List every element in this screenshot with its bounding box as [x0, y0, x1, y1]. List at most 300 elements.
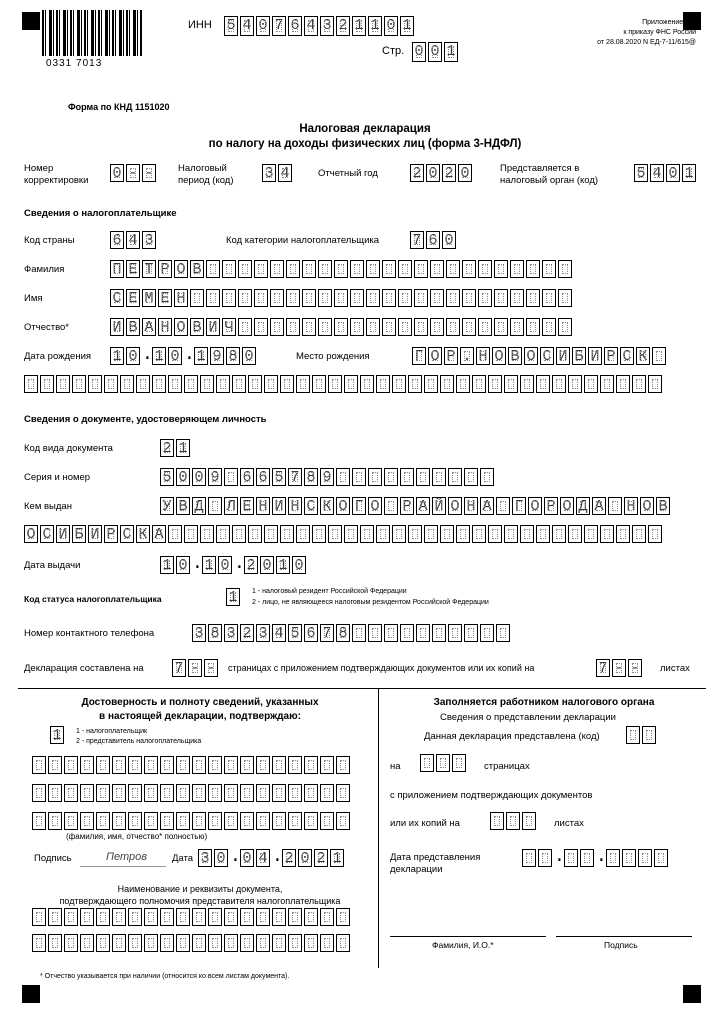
- form-cell[interactable]: [112, 934, 126, 952]
- form-cell[interactable]: [478, 289, 492, 307]
- form-cell[interactable]: 5: [160, 468, 174, 486]
- form-cell[interactable]: 2: [160, 439, 174, 457]
- form-cell[interactable]: 1: [400, 16, 414, 36]
- form-cell[interactable]: [496, 497, 510, 515]
- form-cell[interactable]: [648, 375, 662, 393]
- form-cell[interactable]: [128, 812, 142, 830]
- form-cell[interactable]: К: [636, 347, 650, 365]
- form-cell[interactable]: [432, 468, 446, 486]
- form-cell[interactable]: [240, 934, 254, 952]
- form-cell[interactable]: [304, 812, 318, 830]
- form-cell[interactable]: [558, 260, 572, 278]
- form-cell[interactable]: [344, 375, 358, 393]
- form-cell[interactable]: [440, 375, 454, 393]
- issued-cells[interactable]: [160, 497, 670, 515]
- form-cell[interactable]: [32, 812, 46, 830]
- form-cell[interactable]: 9: [208, 468, 222, 486]
- form-cell[interactable]: [192, 908, 206, 926]
- form-cell[interactable]: [272, 908, 286, 926]
- form-cell[interactable]: [232, 525, 246, 543]
- copies-cells[interactable]: [596, 659, 642, 677]
- form-cell[interactable]: [568, 525, 582, 543]
- form-cell[interactable]: [238, 260, 252, 278]
- form-cell[interactable]: [440, 525, 454, 543]
- form-cell[interactable]: Р: [544, 497, 558, 515]
- form-cell[interactable]: [384, 497, 398, 515]
- doc-cells-row2[interactable]: [32, 934, 350, 952]
- form-cell[interactable]: И: [88, 525, 102, 543]
- form-cell[interactable]: [256, 784, 270, 802]
- patronymic-cells[interactable]: [110, 318, 572, 336]
- form-cell[interactable]: [352, 624, 366, 642]
- form-cell[interactable]: [64, 908, 78, 926]
- office-copies-cells[interactable]: [490, 812, 536, 830]
- form-cell[interactable]: 1: [176, 439, 190, 457]
- form-cell[interactable]: 7: [288, 468, 302, 486]
- form-cell[interactable]: В: [126, 318, 140, 336]
- form-cell[interactable]: 5: [272, 468, 286, 486]
- form-cell[interactable]: С: [110, 289, 124, 307]
- form-cell[interactable]: 8: [336, 624, 350, 642]
- form-cell[interactable]: [176, 908, 190, 926]
- form-cell[interactable]: [304, 934, 318, 952]
- form-cell[interactable]: Б: [72, 525, 86, 543]
- form-cell[interactable]: [64, 934, 78, 952]
- form-cell[interactable]: [192, 756, 206, 774]
- form-cell[interactable]: А: [416, 497, 430, 515]
- form-cell[interactable]: [366, 289, 380, 307]
- form-cell[interactable]: 4: [278, 164, 292, 182]
- form-cell[interactable]: [208, 934, 222, 952]
- pages-cells[interactable]: [172, 659, 218, 677]
- form-cell[interactable]: 0: [242, 347, 256, 365]
- form-cell[interactable]: [168, 525, 182, 543]
- form-cell[interactable]: [376, 375, 390, 393]
- form-cell[interactable]: 1: [444, 42, 458, 62]
- form-cell[interactable]: Ч: [222, 318, 236, 336]
- form-cell[interactable]: [80, 934, 94, 952]
- birthdate-cells[interactable]: [110, 347, 256, 365]
- form-cell[interactable]: [128, 934, 142, 952]
- form-cell[interactable]: [136, 375, 150, 393]
- form-cell[interactable]: Е: [126, 289, 140, 307]
- form-cell[interactable]: 3: [256, 624, 270, 642]
- form-cell[interactable]: [200, 525, 214, 543]
- form-cell[interactable]: И: [272, 497, 286, 515]
- form-cell[interactable]: [334, 289, 348, 307]
- form-cell[interactable]: [328, 375, 342, 393]
- form-cell[interactable]: [296, 375, 310, 393]
- form-cell[interactable]: [526, 289, 540, 307]
- form-cell[interactable]: [24, 375, 38, 393]
- form-cell[interactable]: [302, 289, 316, 307]
- form-cell[interactable]: В: [176, 497, 190, 515]
- form-cell[interactable]: [488, 525, 502, 543]
- form-cell[interactable]: [472, 375, 486, 393]
- office-pages-cells[interactable]: [420, 754, 466, 772]
- form-cell[interactable]: 6: [288, 16, 302, 36]
- form-cell[interactable]: [80, 908, 94, 926]
- form-cell[interactable]: [452, 754, 466, 772]
- form-cell[interactable]: Л: [224, 497, 238, 515]
- form-cell[interactable]: [400, 468, 414, 486]
- form-cell[interactable]: С: [120, 525, 134, 543]
- form-cell[interactable]: [96, 784, 110, 802]
- form-cell[interactable]: 2: [336, 16, 350, 36]
- form-cell[interactable]: [642, 726, 656, 744]
- correction-cells[interactable]: [110, 164, 156, 182]
- form-cell[interactable]: 0: [176, 556, 190, 574]
- form-cell[interactable]: [344, 525, 358, 543]
- form-cell[interactable]: 0: [298, 849, 312, 867]
- form-cell[interactable]: О: [428, 347, 442, 365]
- form-cell[interactable]: [296, 525, 310, 543]
- form-cell[interactable]: [160, 812, 174, 830]
- form-cell[interactable]: [456, 525, 470, 543]
- form-cell[interactable]: [176, 784, 190, 802]
- form-cell[interactable]: [240, 756, 254, 774]
- form-cell[interactable]: [318, 318, 332, 336]
- form-cell[interactable]: [72, 375, 86, 393]
- form-cell[interactable]: [494, 289, 508, 307]
- form-cell[interactable]: [80, 784, 94, 802]
- form-cell[interactable]: [320, 784, 334, 802]
- form-cell[interactable]: [120, 375, 134, 393]
- form-cell[interactable]: [584, 525, 598, 543]
- form-cell[interactable]: 1: [276, 556, 290, 574]
- form-cell[interactable]: [568, 375, 582, 393]
- form-cell[interactable]: Н: [288, 497, 302, 515]
- form-cell[interactable]: 7: [410, 231, 424, 249]
- form-cell[interactable]: [160, 934, 174, 952]
- form-cell[interactable]: [192, 934, 206, 952]
- form-cell[interactable]: [112, 908, 126, 926]
- form-cell[interactable]: [606, 849, 620, 867]
- form-cell[interactable]: 0: [666, 164, 680, 182]
- form-cell[interactable]: Н: [624, 497, 638, 515]
- form-cell[interactable]: О: [174, 260, 188, 278]
- form-cell[interactable]: [536, 375, 550, 393]
- form-cell[interactable]: И: [56, 525, 70, 543]
- form-cell[interactable]: [224, 756, 238, 774]
- form-cell[interactable]: 4: [272, 624, 286, 642]
- form-cell[interactable]: 8: [304, 468, 318, 486]
- form-cell[interactable]: [626, 726, 640, 744]
- form-cell[interactable]: [112, 812, 126, 830]
- form-cell[interactable]: [80, 812, 94, 830]
- form-cell[interactable]: 8: [208, 624, 222, 642]
- form-cell[interactable]: [446, 260, 460, 278]
- form-cell[interactable]: Б: [572, 347, 586, 365]
- form-cell[interactable]: [160, 756, 174, 774]
- form-cell[interactable]: [128, 908, 142, 926]
- form-cell[interactable]: [272, 784, 286, 802]
- form-cell[interactable]: [552, 525, 566, 543]
- form-cell[interactable]: [336, 756, 350, 774]
- form-cell[interactable]: Г: [352, 497, 366, 515]
- form-cell[interactable]: У: [160, 497, 174, 515]
- form-cell[interactable]: 1: [110, 347, 124, 365]
- form-cell[interactable]: [48, 934, 62, 952]
- form-cell[interactable]: [318, 289, 332, 307]
- form-cell[interactable]: [32, 908, 46, 926]
- form-cell[interactable]: С: [304, 497, 318, 515]
- form-cell[interactable]: [350, 318, 364, 336]
- form-cell[interactable]: [224, 908, 238, 926]
- form-cell[interactable]: [304, 756, 318, 774]
- form-cell[interactable]: И: [110, 318, 124, 336]
- form-cell[interactable]: 4: [126, 231, 140, 249]
- form-cell[interactable]: [304, 784, 318, 802]
- form-cell[interactable]: 5: [634, 164, 648, 182]
- form-cell[interactable]: 7: [172, 659, 186, 677]
- form-cell[interactable]: [408, 525, 422, 543]
- form-cell[interactable]: [112, 784, 126, 802]
- form-cell[interactable]: [488, 375, 502, 393]
- form-cell[interactable]: 7: [596, 659, 610, 677]
- form-cell[interactable]: 3: [198, 849, 212, 867]
- form-cell[interactable]: [652, 347, 666, 365]
- form-cell[interactable]: [398, 318, 412, 336]
- form-cell[interactable]: [522, 812, 536, 830]
- form-cell[interactable]: [472, 525, 486, 543]
- form-cell[interactable]: 3: [142, 231, 156, 249]
- form-cell[interactable]: О: [368, 497, 382, 515]
- form-cell[interactable]: И: [556, 347, 570, 365]
- form-cell[interactable]: 1: [152, 347, 166, 365]
- form-cell[interactable]: 0: [442, 231, 456, 249]
- form-cell[interactable]: С: [540, 347, 554, 365]
- form-cell[interactable]: [190, 289, 204, 307]
- form-cell[interactable]: [480, 468, 494, 486]
- form-cell[interactable]: [478, 260, 492, 278]
- form-cell[interactable]: [320, 934, 334, 952]
- form-cell[interactable]: [350, 289, 364, 307]
- form-cell[interactable]: [622, 849, 636, 867]
- form-cell[interactable]: [600, 375, 614, 393]
- form-cell[interactable]: 9: [320, 468, 334, 486]
- form-cell[interactable]: [144, 756, 158, 774]
- form-cell[interactable]: [552, 375, 566, 393]
- category-cells[interactable]: [410, 231, 456, 249]
- form-cell[interactable]: Р: [400, 497, 414, 515]
- country-cells[interactable]: [110, 231, 156, 249]
- form-cell[interactable]: [216, 375, 230, 393]
- form-cell[interactable]: 0: [384, 16, 398, 36]
- form-cell[interactable]: [368, 624, 382, 642]
- form-cell[interactable]: [254, 318, 268, 336]
- form-cell[interactable]: 1: [682, 164, 696, 182]
- form-cell[interactable]: [224, 934, 238, 952]
- form-cell[interactable]: [264, 375, 278, 393]
- form-cell[interactable]: 1: [50, 726, 64, 744]
- form-cell[interactable]: [208, 908, 222, 926]
- confirm-date-cells[interactable]: [198, 849, 344, 867]
- form-cell[interactable]: В: [508, 347, 522, 365]
- form-cell[interactable]: [176, 812, 190, 830]
- form-cell[interactable]: [446, 318, 460, 336]
- form-cell[interactable]: [240, 784, 254, 802]
- form-cell[interactable]: 6: [304, 624, 318, 642]
- form-cell[interactable]: Н: [256, 497, 270, 515]
- form-cell[interactable]: Д: [192, 497, 206, 515]
- fio-cells-row2[interactable]: [32, 784, 350, 802]
- form-cell[interactable]: [270, 318, 284, 336]
- form-cell[interactable]: [64, 812, 78, 830]
- form-cell[interactable]: [96, 934, 110, 952]
- form-cell[interactable]: [288, 908, 302, 926]
- form-cell[interactable]: О: [174, 318, 188, 336]
- form-cell[interactable]: [318, 260, 332, 278]
- form-cell[interactable]: [616, 375, 630, 393]
- form-cell[interactable]: [504, 375, 518, 393]
- form-cell[interactable]: В: [190, 260, 204, 278]
- form-cell[interactable]: [312, 375, 326, 393]
- form-cell[interactable]: [382, 318, 396, 336]
- form-cell[interactable]: [248, 525, 262, 543]
- form-cell[interactable]: О: [448, 497, 462, 515]
- form-cell[interactable]: [648, 525, 662, 543]
- form-cell[interactable]: [128, 784, 142, 802]
- form-cell[interactable]: [288, 784, 302, 802]
- form-cell[interactable]: [238, 318, 252, 336]
- fio-cells-row1[interactable]: [32, 756, 350, 774]
- form-cell[interactable]: [56, 375, 70, 393]
- form-cell[interactable]: 2: [314, 849, 328, 867]
- form-cell[interactable]: [416, 624, 430, 642]
- form-cell[interactable]: [352, 468, 366, 486]
- form-cell[interactable]: [96, 756, 110, 774]
- form-cell[interactable]: 0: [458, 164, 472, 182]
- form-cell[interactable]: [654, 849, 668, 867]
- form-cell[interactable]: [184, 375, 198, 393]
- form-cell[interactable]: -: [188, 659, 202, 677]
- form-cell[interactable]: 8: [226, 347, 240, 365]
- form-cell[interactable]: [430, 260, 444, 278]
- form-cell[interactable]: [168, 375, 182, 393]
- form-cell[interactable]: [216, 525, 230, 543]
- fio-cells-row3[interactable]: [32, 812, 350, 830]
- authority-cells[interactable]: [634, 164, 696, 182]
- form-cell[interactable]: -: [126, 164, 140, 182]
- form-cell[interactable]: [192, 812, 206, 830]
- form-cell[interactable]: [536, 525, 550, 543]
- form-cell[interactable]: [240, 908, 254, 926]
- form-cell[interactable]: [350, 260, 364, 278]
- form-cell[interactable]: С: [40, 525, 54, 543]
- form-cell[interactable]: [464, 468, 478, 486]
- form-cell[interactable]: [176, 934, 190, 952]
- form-cell[interactable]: [400, 624, 414, 642]
- form-cell[interactable]: Р: [104, 525, 118, 543]
- form-cell[interactable]: 9: [210, 347, 224, 365]
- form-cell[interactable]: 6: [240, 468, 254, 486]
- form-cell[interactable]: [200, 375, 214, 393]
- form-cell[interactable]: [580, 849, 594, 867]
- form-cell[interactable]: [208, 812, 222, 830]
- form-cell[interactable]: 3: [262, 164, 276, 182]
- year-cells[interactable]: [410, 164, 472, 182]
- form-cell[interactable]: [144, 934, 158, 952]
- form-cell[interactable]: [104, 375, 118, 393]
- form-cell[interactable]: [520, 375, 534, 393]
- form-cell[interactable]: [144, 812, 158, 830]
- form-cell[interactable]: [382, 260, 396, 278]
- form-cell[interactable]: [542, 318, 556, 336]
- form-cell[interactable]: [446, 289, 460, 307]
- form-cell[interactable]: [208, 784, 222, 802]
- form-cell[interactable]: 0: [428, 42, 442, 62]
- form-cell[interactable]: [522, 849, 536, 867]
- form-cell[interactable]: -: [142, 164, 156, 182]
- form-cell[interactable]: 3: [320, 16, 334, 36]
- form-cell[interactable]: [366, 318, 380, 336]
- form-cell[interactable]: [616, 525, 630, 543]
- form-cell[interactable]: [112, 756, 126, 774]
- form-cell[interactable]: [368, 468, 382, 486]
- form-cell[interactable]: [398, 260, 412, 278]
- doc-cells-row1[interactable]: [32, 908, 350, 926]
- form-cell[interactable]: [270, 289, 284, 307]
- form-cell[interactable]: [264, 525, 278, 543]
- form-cell[interactable]: [436, 754, 450, 772]
- name-cells[interactable]: [110, 289, 572, 307]
- form-cell[interactable]: 0: [110, 164, 124, 182]
- form-cell[interactable]: [302, 318, 316, 336]
- form-cell[interactable]: [490, 812, 504, 830]
- period-cells[interactable]: [262, 164, 292, 182]
- form-cell[interactable]: [384, 468, 398, 486]
- form-cell[interactable]: [144, 908, 158, 926]
- form-cell[interactable]: Н: [464, 497, 478, 515]
- form-cell[interactable]: [88, 375, 102, 393]
- form-cell[interactable]: [414, 289, 428, 307]
- form-cell[interactable]: [232, 375, 246, 393]
- form-cell[interactable]: 0: [412, 42, 426, 62]
- form-cell[interactable]: [416, 468, 430, 486]
- form-cell[interactable]: [280, 375, 294, 393]
- form-cell[interactable]: [558, 318, 572, 336]
- form-cell[interactable]: [432, 624, 446, 642]
- form-cell[interactable]: [320, 908, 334, 926]
- form-cell[interactable]: [336, 812, 350, 830]
- form-cell[interactable]: [302, 260, 316, 278]
- form-cell[interactable]: [464, 624, 478, 642]
- form-cell[interactable]: -: [628, 659, 642, 677]
- form-cell[interactable]: 1: [202, 556, 216, 574]
- page-cells[interactable]: [412, 42, 458, 62]
- form-cell[interactable]: [312, 525, 326, 543]
- form-cell[interactable]: [272, 934, 286, 952]
- presented-cells[interactable]: [626, 726, 656, 744]
- form-cell[interactable]: [254, 289, 268, 307]
- form-cell[interactable]: [48, 784, 62, 802]
- form-cell[interactable]: И: [206, 318, 220, 336]
- form-cell[interactable]: [32, 784, 46, 802]
- form-cell[interactable]: [632, 525, 646, 543]
- form-cell[interactable]: 3: [192, 624, 206, 642]
- office-date-cells[interactable]: [522, 849, 668, 867]
- form-cell[interactable]: [152, 375, 166, 393]
- form-cell[interactable]: [542, 260, 556, 278]
- form-cell[interactable]: [520, 525, 534, 543]
- form-cell[interactable]: 0: [126, 347, 140, 365]
- form-cell[interactable]: [160, 908, 174, 926]
- form-cell[interactable]: [288, 812, 302, 830]
- form-cell[interactable]: И: [588, 347, 602, 365]
- form-cell[interactable]: 4: [256, 849, 270, 867]
- form-cell[interactable]: [304, 908, 318, 926]
